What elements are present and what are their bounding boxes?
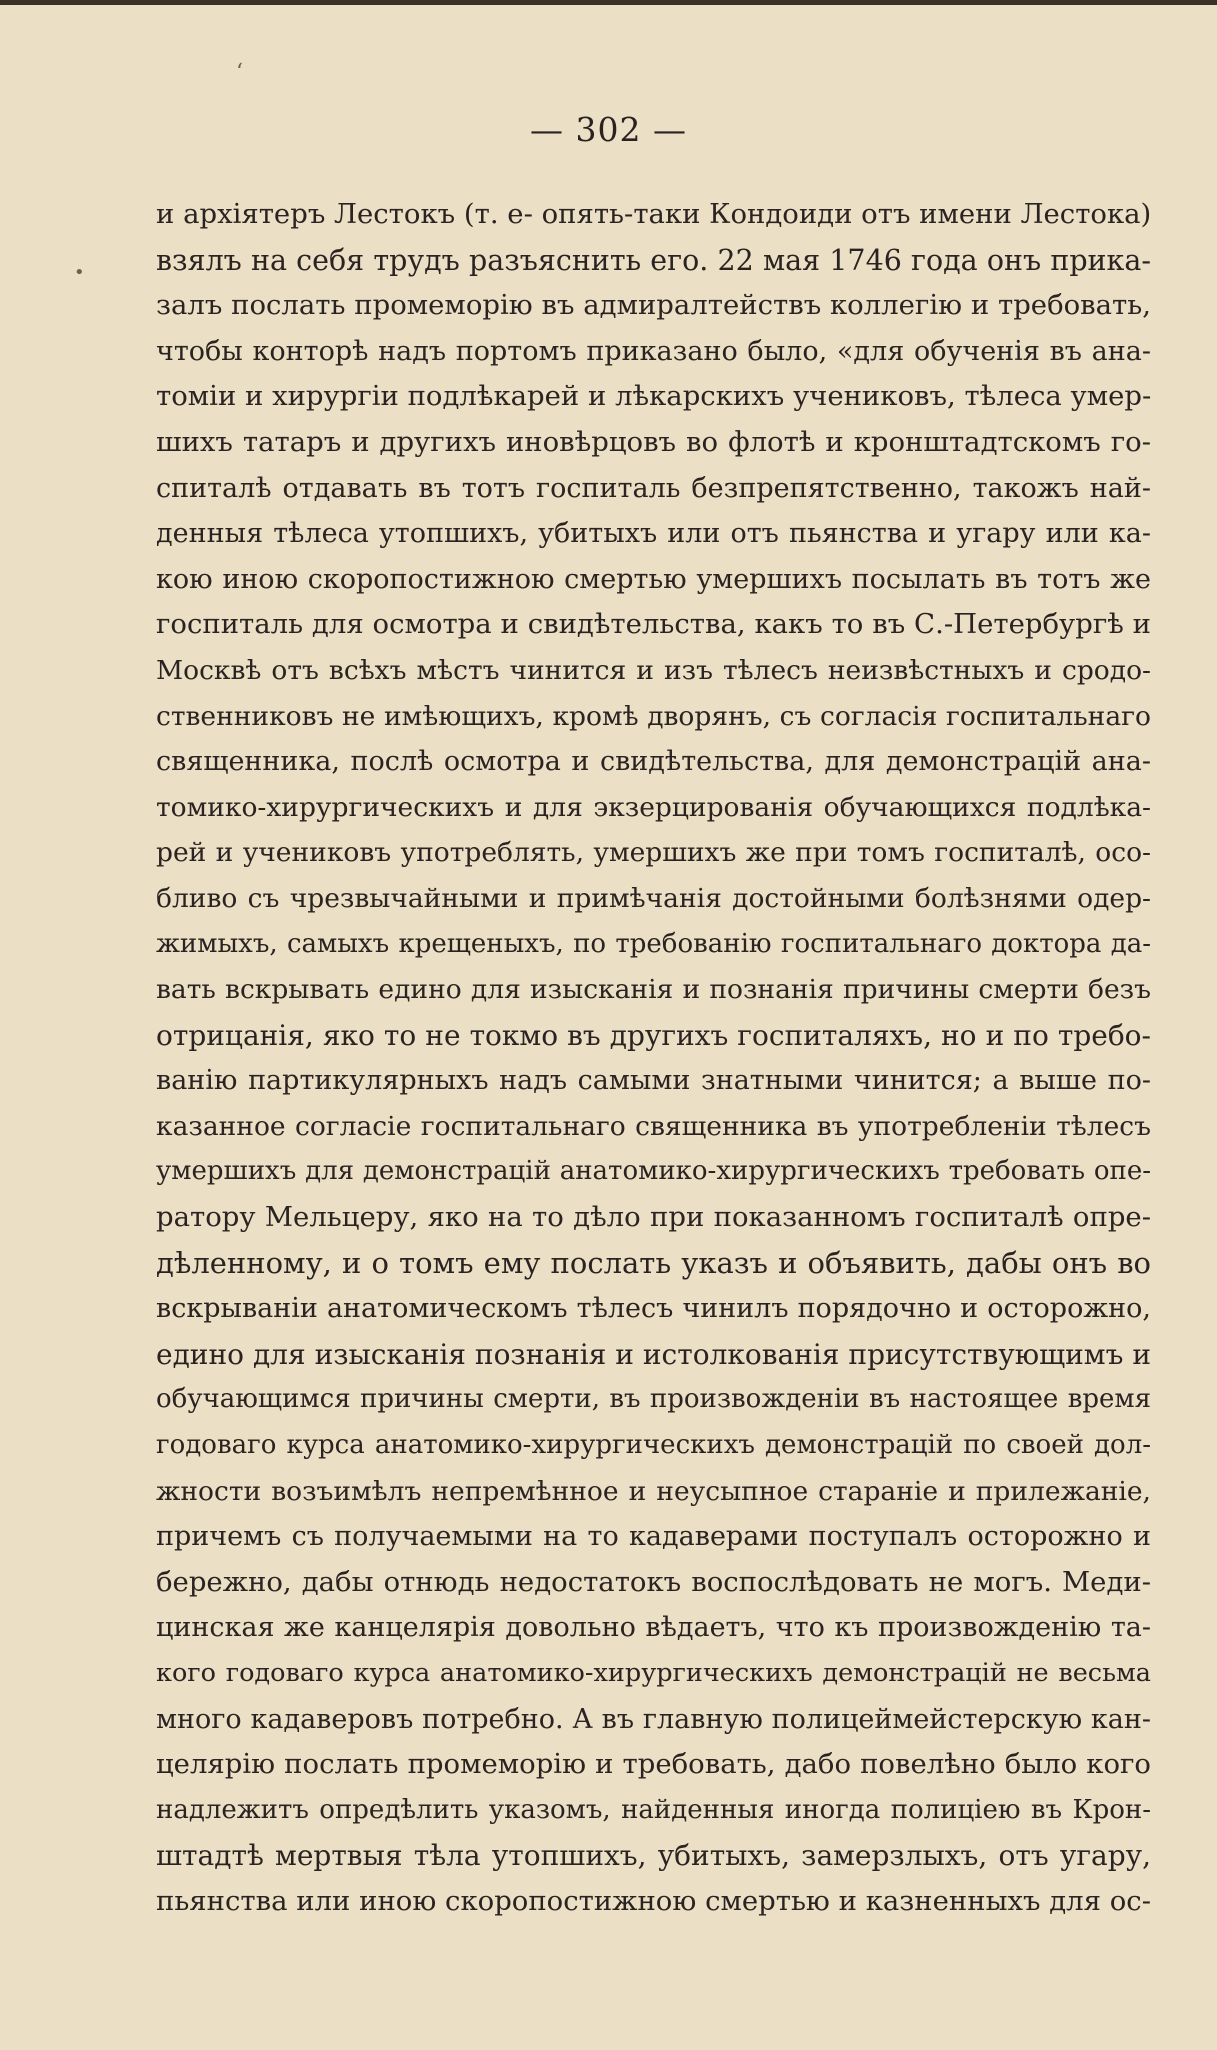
text-line: ванію партикулярныхъ надъ самыми знатными чинится; а выше по- <box>156 1065 1151 1097</box>
text-line: надлежитъ опредѣлить указомъ, найденныя иногда полиціею въ Крон- <box>156 1794 1151 1825</box>
text-line: томіи и хирургіи подлѣкарей и лѣкарскихъ учениковъ, тѣлеса умер- <box>156 380 1152 413</box>
text-line: дѣленному, и о томъ ему послать указъ и объявить, дабы онъ во <box>156 1245 1151 1280</box>
text-line: рей и учениковъ употреблять, умершихъ же при томъ госпиталѣ, осо- <box>156 837 1151 869</box>
text-line: спиталѣ отдавать въ тотъ госпиталь безпрепятственно, такожъ най- <box>156 472 1151 504</box>
text-line: шихъ татаръ и другихъ иновѣрцовъ во флотѣ и кронштадтскомъ го- <box>156 425 1151 458</box>
text-line: много кадаверовъ потребно. А въ главную полицеймейстерскую кан- <box>156 1703 1151 1735</box>
text-line: обучающимся причины смерти, въ произвожденіи въ настоящее время <box>156 1384 1151 1415</box>
text-line: чтобы конторѣ надъ портомъ приказано было, «для обученія въ ана- <box>156 335 1151 367</box>
text-line: ратору Мельцеру, яко на то дѣло при показанномъ госпиталѣ опре- <box>156 1201 1151 1234</box>
text-line: кого годоваго курса анатомико-хирургическихъ демонстрацій не весьма <box>156 1658 1151 1688</box>
text-line: жности возъимѣлъ непремѣнное и неусыпное стараніе и прилежаніе, <box>156 1475 1151 1507</box>
text-line: ственниковъ не имѣющихъ, кромѣ дворянъ, съ согласія госпитальнаго <box>156 700 1151 732</box>
text-line: госпиталь для осмотра и свидѣтельства, какъ то въ С.-Петербургѣ и <box>156 608 1151 641</box>
text-line: целярію послать промеморію и требовать, дабо повелѣно было кого <box>156 1748 1151 1781</box>
text-line: цинская же канцелярія довольно вѣдаетъ, что къ произвожденію та- <box>156 1612 1151 1644</box>
text-line: вскрываніи анатомическомъ тѣлесъ чинилъ порядочно и осторожно, <box>156 1293 1151 1325</box>
text-line: и архіятеръ Лестокъ (т. е- опять-таки Кондоиди отъ имени Лестока) <box>156 198 1152 230</box>
text-line: жимыхъ, самыхъ крещеныхъ, по требованію госпитальнаго доктора да- <box>156 928 1151 959</box>
text-line: томико-хирургическихъ и для экзерцированія обучающихся подлѣка- <box>156 791 1151 823</box>
text-line: причемъ съ получаемыми на то кадаверами поступалъ осторожно и <box>156 1521 1151 1553</box>
text-line: денныя тѣлеса утопшихъ, убитыхъ или отъ пьянства и угару или ка- <box>156 518 1151 550</box>
text-line: пьянства или иною скоропостижною смертью и казненныхъ для ос- <box>156 1884 1151 1917</box>
text-line: Москвѣ отъ всѣхъ мѣстъ чинится и изъ тѣлесъ неизвѣстныхъ и сродо- <box>156 654 1151 686</box>
text-line: бережно, дабы отнюдь недостатокъ воспослѣдовать не могъ. Меди- <box>156 1565 1151 1598</box>
text-line: вать вскрывать едино для изысканія и познанія причины смерти безъ <box>156 974 1151 1006</box>
text-line: отрицанія, яко то не токмо въ другихъ госпиталяхъ, но и по требо- <box>156 1018 1151 1052</box>
text-line: кою иною скоропостижною смертью умершихъ посылать въ тотъ же <box>156 563 1151 595</box>
page-top-edge <box>0 0 1217 5</box>
text-line: умершихъ для демонстрацій анатомико-хирургическихъ требовать опе- <box>156 1156 1151 1187</box>
text-line: годоваго курса анатомико-хирургическихъ демонстрацій по своей дол- <box>156 1430 1151 1461</box>
text-line: залъ послать промеморію въ адмиралтействъ коллегію и требовать, <box>156 289 1151 322</box>
text-line: едино для изысканія познанія и истолкованія присутствующимъ и <box>156 1337 1151 1371</box>
text-line: бливо съ чрезвычайными и примѣчанія достойными болѣзнями одер- <box>156 882 1151 914</box>
text-line: казанное согласіе госпитальнаго священника въ употребленіи тѣлесъ <box>156 1110 1151 1142</box>
text-line: священника, послѣ осмотра и свидѣтельства, для демонстрацій ана- <box>156 746 1151 778</box>
margin-speck: ‘ <box>236 60 243 85</box>
text-line: штадтѣ мертвыя тѣла утопшихъ, убитыхъ, замерзлыхъ, отъ угару, <box>156 1839 1151 1873</box>
page-number: — 302 — <box>530 110 687 149</box>
body-text <box>156 192 1151 1925</box>
margin-dot: • <box>74 262 85 283</box>
text-line: взялъ на себя трудъ разъяснить его. 22 мая 1746 года онъ прика- <box>156 243 1151 277</box>
